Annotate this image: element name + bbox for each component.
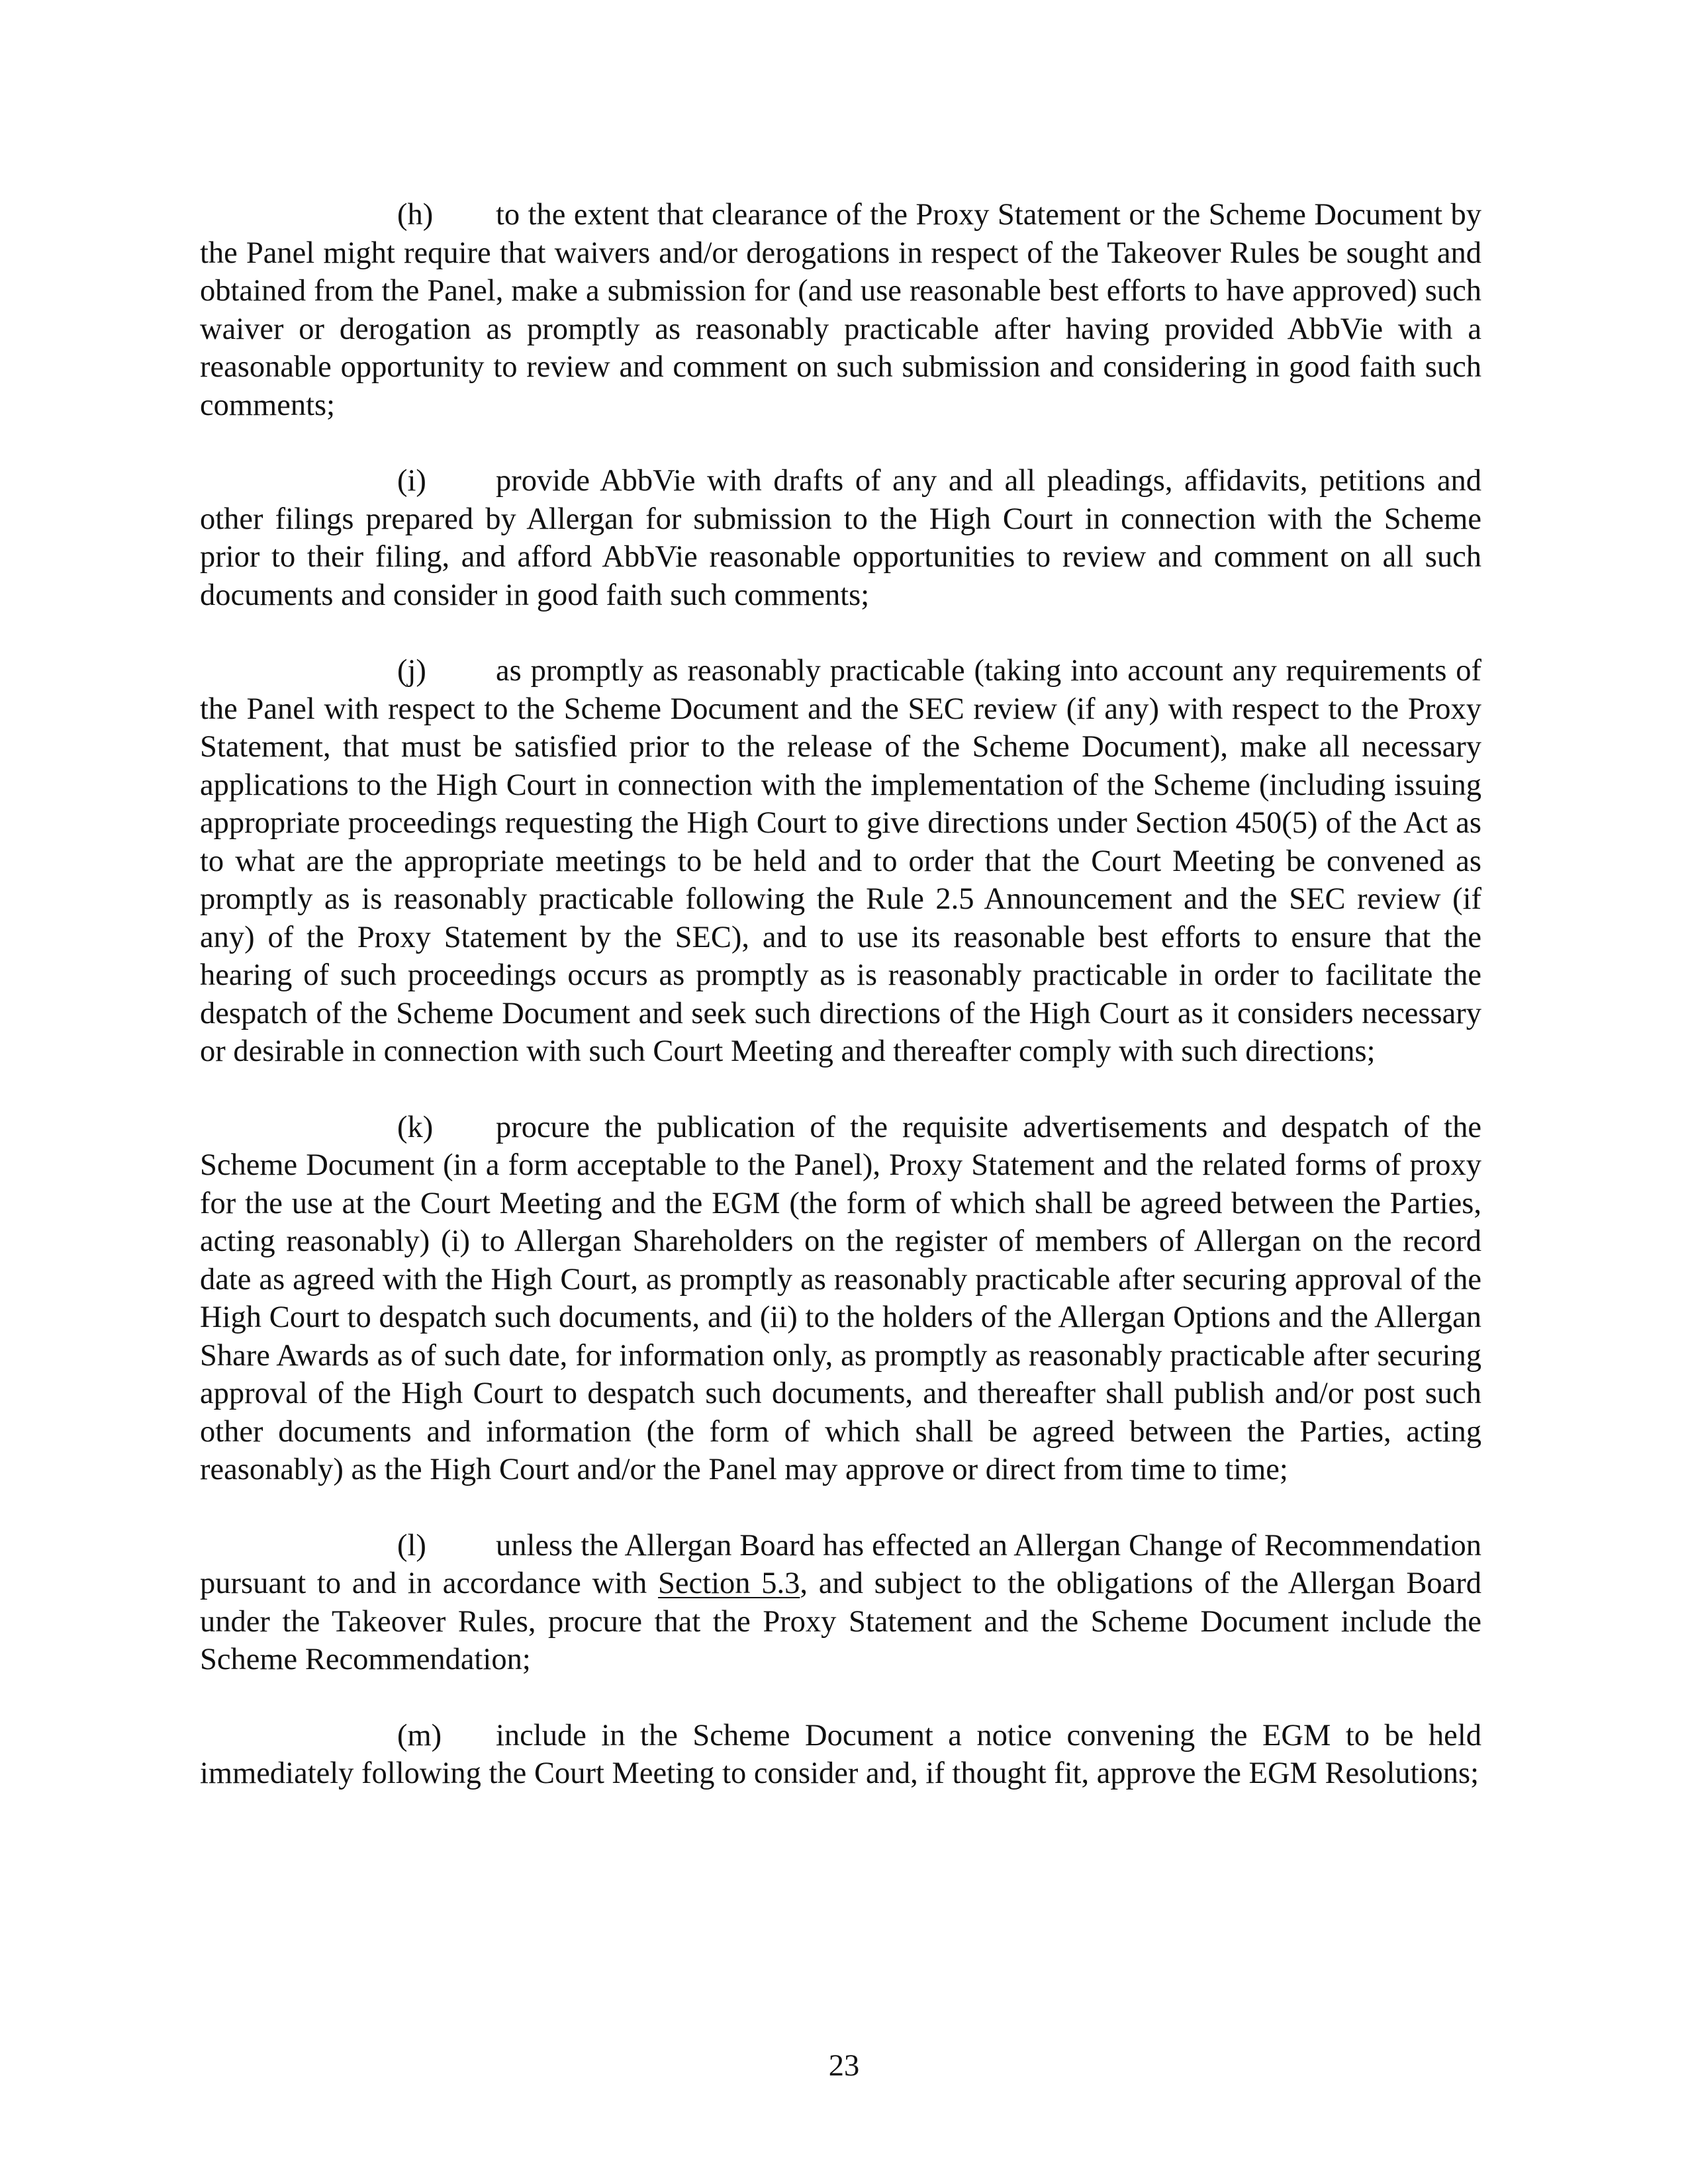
clause-text: to the extent that clearance of the Proxy Statement or the Scheme Document by the Panel might require that waivers and/or derogations in respect of the Takeover Rules be sought and obtained from the Panel, make a submission for (and use reasonable best efforts to have approved) such waiver or derogation as promptly as reasonably practicable after having provided AbbVie with a reasonable opportunity to review and comment on such submission and considering in good faith such comments; [200,198,1481,422]
clause-l [200,1527,1481,1679]
clause-text: provide AbbVie with drafts of any and all pleadings, affidavits, petitions and other filings prepared by Allergan for submission to the High Court in connection with the Scheme prior to their filing, and afford AbbVie reasonable opportunities to review and comment on all such documents and consider in good faith such comments; [200,464,1481,612]
clause-j [200,652,1481,1071]
section-reference-link: Section 5.3 [658,1567,800,1600]
clause-i [200,462,1481,614]
clause-m [200,1717,1481,1793]
clause-h [200,196,1481,424]
clause-label: (h) [397,198,434,232]
clause-text: procure the publication of the requisite advertisements and despatch of the Scheme Document (in a form acceptable to the Panel), Proxy Statement and the related forms of proxy for the use at the Court Meeting and the EGM (the form of which shall be agreed between the Parties, acting reasonably) (i) to Allergan Shareholders on the register of members of Allergan on the record date as agreed with the High Court, as promptly as reasonably practicable after securing approval of the High Court to despatch such documents, and (ii) to the holders of the Allergan Options and the Allergan Share Awards as of such date, for information only, as promptly as reasonably practicable after securing approval of the High Court to despatch such documents, and thereafter shall publish and/or post such other documents and information (the form of which shall be agreed between the Parties, acting reasonably) as the High Court and/or the Panel may approve or direct from time to time; [200,1110,1481,1486]
clause-k [200,1109,1481,1489]
page-number: 23 [828,2049,860,2083]
clause-text: include in the Scheme Document a notice convening the EGM to be held immediately following the Court Meeting to consider and, if thought fit, approve the EGM Resolutions; [200,1718,1481,1790]
clause-text-before: unless the Allergan Board has effected an Allergan Change of Recommendation pursuant to and in accordance with [200,1528,1481,1600]
clause-label: (k) [397,1110,434,1144]
clause-label: (j) [397,654,426,688]
document-body [200,196,1481,1831]
clause-text-after: , and subject to the obligations of the Allergan Board under the Takeover Rules, procure that the Proxy Statement and the Scheme Document include the Scheme Recommendation; [200,1567,1481,1676]
clause-label: (l) [397,1528,426,1563]
clause-text: as promptly as reasonably practicable (taking into account any requirements of the Panel with respect to the Scheme Document and the SEC review (if any) with respect to the Proxy Statement, that must be satisfied prior to the release of the Scheme Document), make all necessary applications to the High Court in connection with the implementation of the Scheme (including issuing appropriate proceedings requesting the High Court to give directions under Section 450(5) of the Act as to what are the appropriate meetings to be held and to order that the Court Meeting be convened as promptly as is reasonably practicable following the Rule 2.5 Announcement and the SEC review (if any) of the Proxy Statement by the SEC), and to use its reasonable best efforts to ensure that the hearing of such proceedings occurs as promptly as is reasonably practicable in order to facilitate the despatch of the Scheme Document and seek such directions of the High Court as it considers necessary or desirable in connection with such Court Meeting and thereafter comply with such directions; [200,654,1481,1068]
clause-label: (m) [397,1718,442,1752]
clause-label: (i) [397,464,426,498]
